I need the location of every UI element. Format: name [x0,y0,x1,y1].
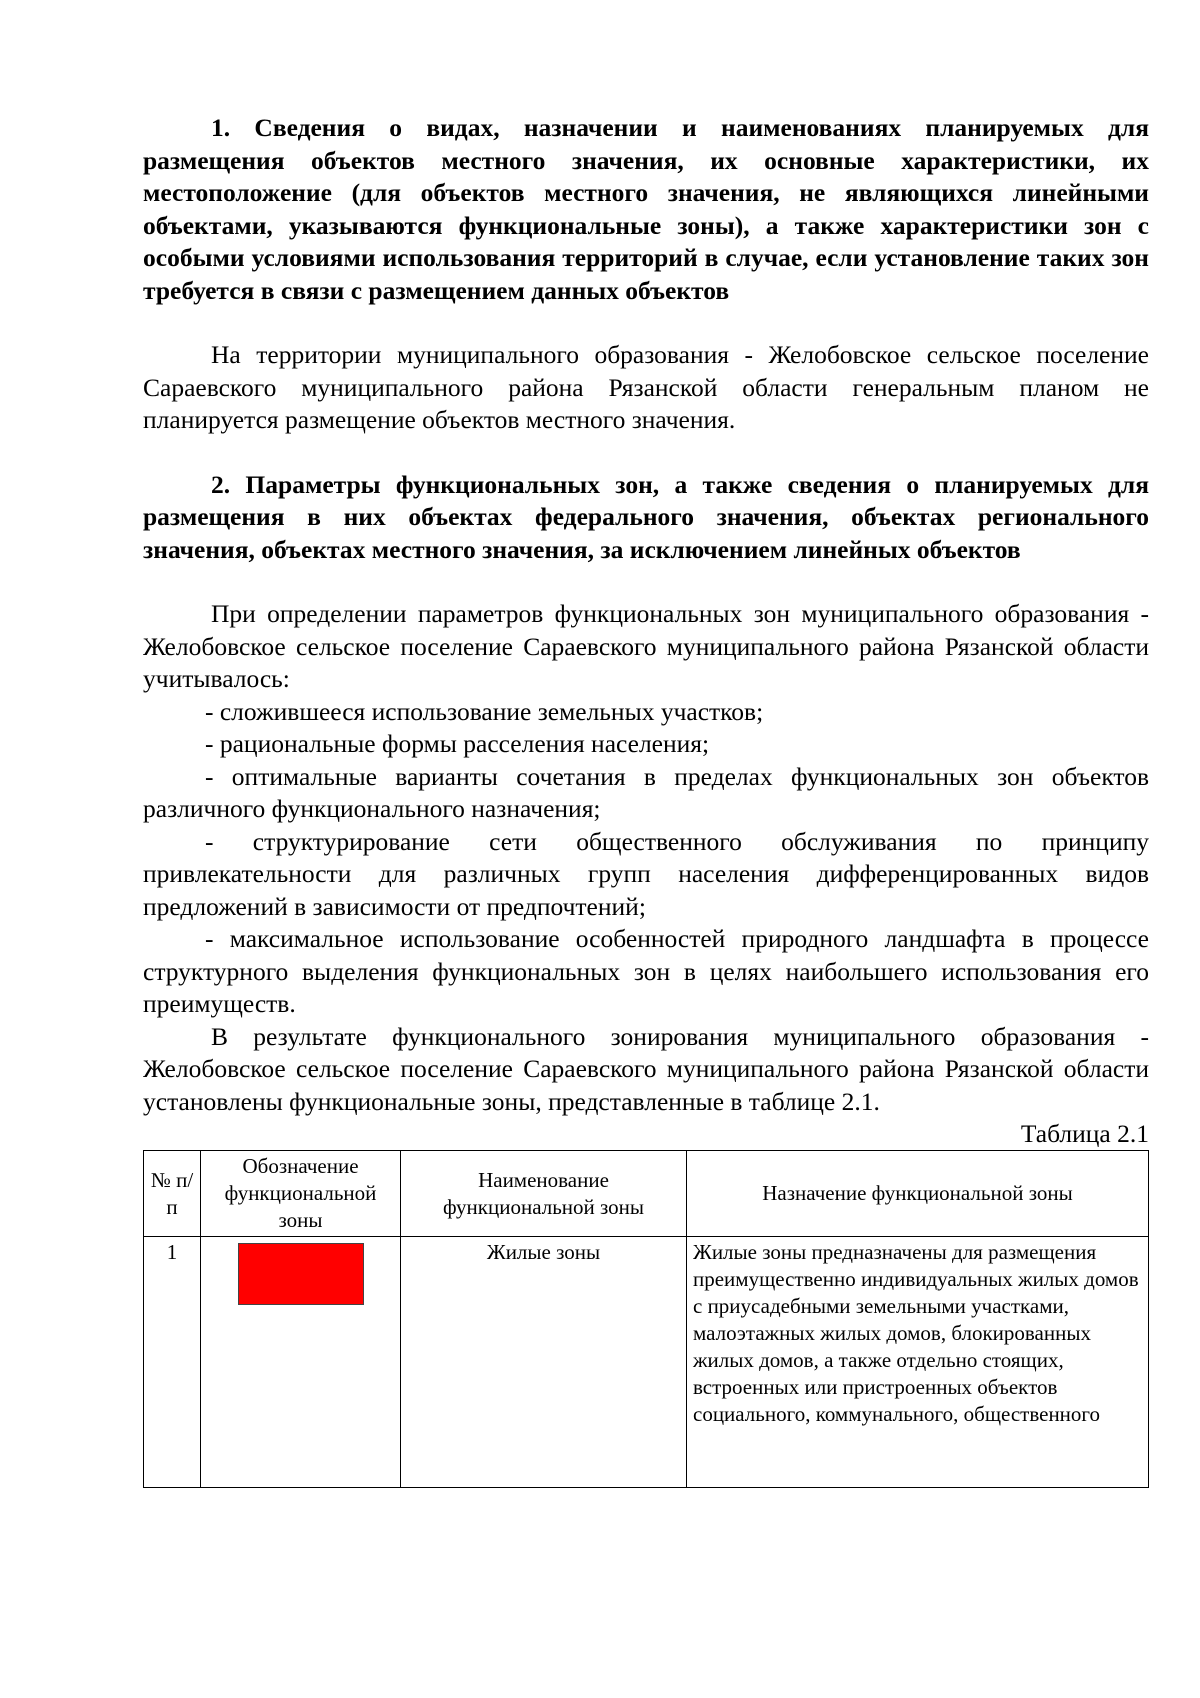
spacer [143,307,1149,339]
table-header-row [144,1151,1149,1237]
section-2-result: В результате функционального зонирования муниципального образования - Желобовское сельское поселение Сараевского муниципального района Рязанской области установлены функциональные зоны, представленные в таблице 2.1. [143,1021,1149,1116]
spacer [143,566,1149,598]
section-2-heading: 2. Параметры функциональных зон, а также сведения о планируемых для размещения в них объектах федерального значения, объектах регионального значения, объектах местного значения, за исключением линейных объектов [143,469,1149,564]
row-num: 1 [144,1237,201,1488]
table-caption: Таблица 2.1 [1020,1119,1149,1148]
section-1-heading: 1. Сведения о видах, назначении и наименованиях планируемых для размещения объектов местного значения, их основные характеристики, их местоположение (для объектов местного значения, не являющихся линейными объектами, указываются функциональные зоны), а также характеристики зон с особыми условиями использования территорий в случае, если установление таких зон требуется в связи с размещением данных объектов [143,113,1149,305]
section-1-body: На территории муниципального образования - Желобовское сельское поселение Сараевского муниципального района Рязанской области генеральным планом не планируется размещение объектов местного значения. [143,340,1149,434]
document-page [143,112,1149,1488]
list-item: - оптимальные варианты сочетания в пределах функциональных зон объектов различного функционального назначения; [143,761,1149,823]
row-purpose: Жилые зоны предназначены для размещения преимущественно индивидуальных жилых домов с приусадебными земельными участками, малоэтажных жилых домов, блокированных жилых домов, а также отдельно стоящих, встроенных или пристроенных объектов социального, коммунального, общественного [687,1237,1149,1488]
section-2-intro: При определении параметров функциональных зон муниципального образования - Желобовское сельское поселение Сараевского муниципального района Рязанской области учитывалось: [143,599,1149,693]
row-name: Жилые зоны [401,1237,687,1488]
list-item: - сложившееся использование земельных участков; [205,696,764,726]
functional-zones-table [143,1150,1149,1488]
header-num: № п/п [144,1151,201,1237]
list-item: - максимальное использование особенностей природного ландшафта в процессе структурного выделения функциональных зон в целях наибольшего использования его преимуществ. [143,924,1149,1018]
zone-color-swatch [238,1243,364,1305]
header-name: Наименование функциональной зоны [401,1151,687,1237]
spacer [143,437,1149,469]
list-item: - рациональные формы расселения населения; [205,729,710,758]
list-item: - структурирование сети общественного обслуживания по принципу привлекательности для различных групп населения дифференцированных видов предложений в зависимости от предпочтений; [143,826,1149,921]
header-symbol: Обозначение функциональной зоны [201,1151,401,1237]
table-row [144,1237,1149,1488]
row-symbol [201,1237,401,1488]
header-purpose: Назначение функциональной зоны [687,1151,1149,1237]
